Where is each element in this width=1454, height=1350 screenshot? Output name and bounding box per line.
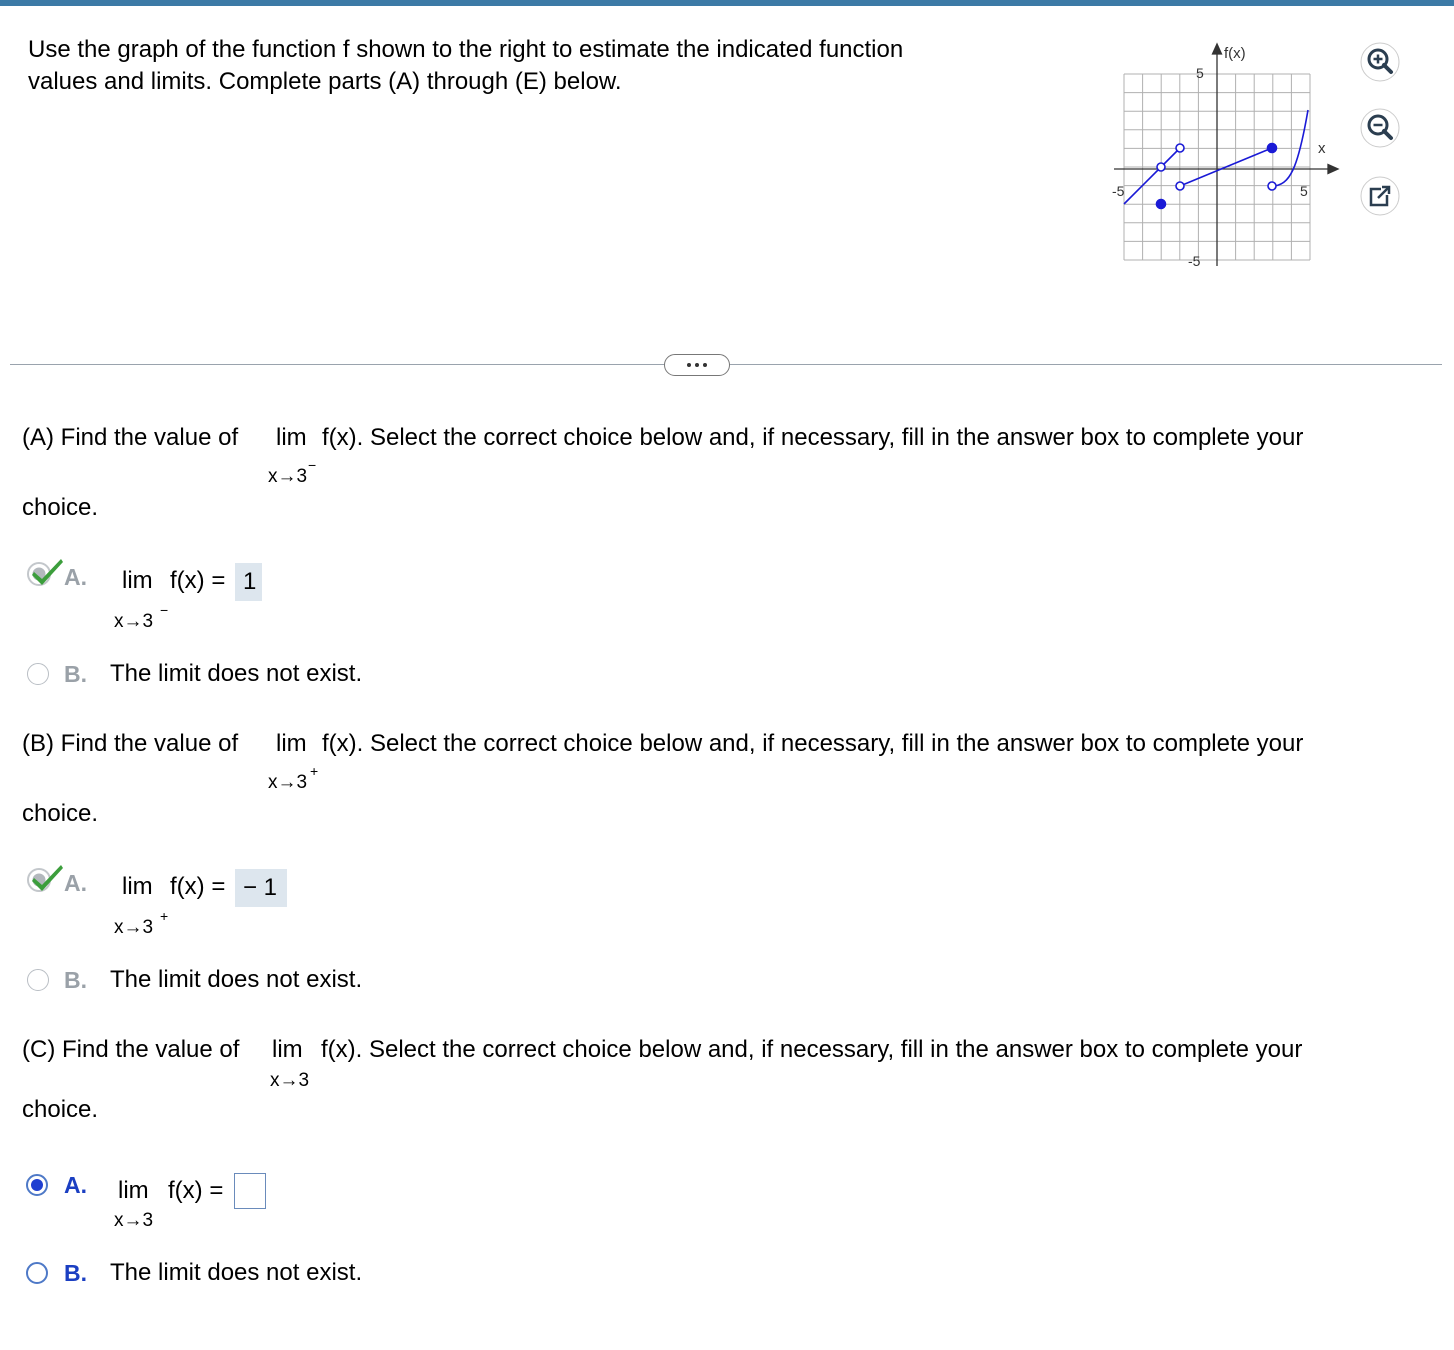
part-c-option-a-lim: lim	[118, 1177, 149, 1204]
part-b-option-a-lim: lim	[122, 873, 153, 900]
part-b-option-a-superscript: +	[160, 908, 169, 924]
question-intro	[28, 34, 1028, 98]
part-a-option-a-fx: f(x) =	[170, 567, 226, 594]
zoom-in-icon	[1360, 42, 1400, 82]
part-b-option-b-letter: B.	[64, 967, 87, 993]
correct-check-icon	[24, 558, 64, 592]
intro-line-2: values and limits. Complete parts (A) through (E) below.	[28, 68, 622, 95]
part-a-option-a-lim: lim	[122, 567, 153, 594]
part-c-choice: choice.	[22, 1096, 99, 1123]
part-b-option-b-radio[interactable]	[27, 969, 49, 991]
part-c-option-a-letter: A.	[64, 1172, 87, 1198]
part-a-prompt: (A) Find the value of	[22, 424, 239, 451]
part-b-superscript: +	[310, 763, 319, 779]
graph-x-label: x	[1318, 140, 1326, 157]
part-b-lim: lim	[276, 730, 307, 757]
part-b-subscript: x→3	[268, 772, 308, 793]
part-c-option-b-text: The limit does not exist.	[110, 1259, 363, 1286]
part-c-prompt: (C) Find the value of	[22, 1036, 240, 1063]
zoom-out-icon	[1360, 108, 1400, 148]
graph-tick-y-pos: 5	[1196, 65, 1204, 81]
part-c-option-b-letter: B.	[64, 1260, 87, 1286]
part-b-option-a-fx: f(x) =	[170, 873, 226, 900]
part-c-answer-input[interactable]	[234, 1173, 266, 1209]
part-c-option-a-fx: f(x) =	[168, 1177, 224, 1204]
part-a-option-a-letter: A.	[64, 564, 87, 590]
part-a-option-b-radio[interactable]	[27, 663, 49, 685]
part-b-answer-box[interactable]: − 1	[235, 869, 287, 907]
part-b-option-a-letter: A.	[64, 870, 87, 896]
graph-tick-x-pos: 5	[1300, 183, 1308, 199]
top-bar	[0, 0, 1454, 6]
graph-curve	[1124, 110, 1308, 204]
graph-tick-y-neg: -5	[1188, 253, 1201, 269]
part-b-prompt: (B) Find the value of	[22, 730, 239, 757]
graph-axes	[1114, 44, 1338, 266]
intro-line-1: Use the graph of the function f shown to the right to estimate the indicated function	[28, 36, 904, 63]
graph-tick-x-neg: -5	[1112, 183, 1125, 199]
part-b-text: f(x). Select the correct choice below and, if necessary, fill in the answer box to complete your	[322, 730, 1304, 757]
part-b-option-b-text: The limit does not exist.	[110, 966, 363, 993]
pop-out-icon	[1360, 176, 1400, 216]
graph-y-label: f(x)	[1224, 45, 1246, 62]
part-c-lim: lim	[272, 1036, 303, 1063]
correct-check-icon	[24, 864, 64, 898]
part-c-option-b-radio[interactable]	[26, 1262, 48, 1284]
part-a-option-b-letter: B.	[64, 661, 87, 687]
pop-out-button[interactable]	[1356, 172, 1404, 220]
part-a-choice: choice.	[22, 494, 99, 521]
part-a-subscript: x→3	[268, 466, 308, 487]
part-c-option-a-radio[interactable]	[26, 1174, 48, 1196]
part-a-option-a-subscript: x→3	[114, 611, 154, 632]
part-c-text: f(x). Select the correct choice below and, if necessary, fill in the answer box to complete your	[321, 1036, 1303, 1063]
part-b-option-a-subscript: x→3	[114, 917, 154, 938]
expand-ellipsis-button[interactable]	[664, 354, 730, 376]
part-a-lim: lim	[276, 424, 307, 451]
part-a-option-b-text: The limit does not exist.	[110, 660, 363, 687]
part-a-option-a-superscript: −	[160, 602, 169, 618]
part-a-superscript: −	[308, 457, 317, 473]
function-graph[interactable]	[1110, 38, 1350, 270]
part-b-choice: choice.	[22, 800, 99, 827]
zoom-in-button[interactable]	[1356, 38, 1404, 86]
part-c-option-a-subscript: x→3	[114, 1210, 154, 1231]
zoom-out-button[interactable]	[1356, 104, 1404, 152]
part-a-text: f(x). Select the correct choice below and, if necessary, fill in the answer box to complete your	[322, 424, 1304, 451]
part-c-subscript: x→3	[270, 1070, 310, 1091]
part-a-answer-box[interactable]: 1	[235, 563, 262, 601]
